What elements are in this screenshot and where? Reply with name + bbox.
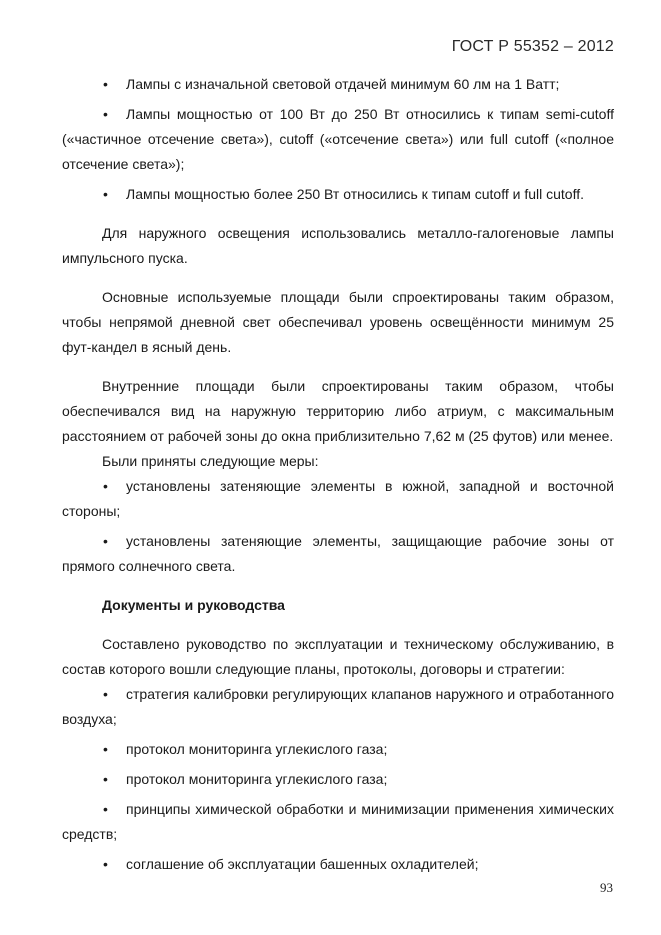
list-item-text: Лампы мощностью от 100 Вт до 250 Вт относились к типам semi-cutoff («частичное отсечение света»), cutoff («отсечение света») или full cutoff («полное отсечение света»); [62, 106, 614, 172]
list-item [62, 682, 614, 732]
section-heading: Документы и руководства [102, 597, 285, 613]
list-item [62, 737, 614, 762]
paragraph: Для наружного освещения использовались металло-галогеновые лампы импульсного пуска. [62, 225, 614, 266]
bullet-icon: • [103, 533, 108, 549]
document-header: ГОСТ Р 55352 – 2012 [451, 38, 614, 55]
list-item-text: протокол мониторинга углекислого газа; [126, 741, 388, 757]
bullet-icon: • [103, 856, 108, 872]
list-item-text: Лампы с изначальной световой отдачей минимум 60 лм на 1 Ватт; [126, 76, 560, 92]
page-number: 93 [600, 880, 613, 895]
list-item [62, 852, 614, 877]
list-item [62, 797, 614, 847]
paragraph: Были приняты следующие меры: [102, 453, 319, 469]
bullet-icon: • [103, 478, 108, 494]
bullet-icon: • [103, 771, 108, 787]
list-item [62, 474, 614, 524]
list-item [62, 102, 614, 177]
bullet-icon: • [103, 186, 108, 202]
document-body [62, 72, 614, 877]
list-item-text: соглашение об эксплуатации башенных охладителей; [126, 856, 479, 872]
bullet-icon: • [103, 741, 108, 757]
bullet-icon: • [103, 106, 108, 122]
paragraph: Внутренние площади были спроектированы таким образом, чтобы обеспечивался вид на наружную территорию либо атриум, с максимальным расстоянием от рабочей зоны до окна приблизительно 7,62 м (25 футов) или менее. [62, 378, 614, 444]
paragraph: Основные используемые площади были спроектированы таким образом, чтобы непрямой дневной свет обеспечивал уровень освещённости минимум 25 фут-кандел в ясный день. [62, 289, 614, 355]
list-item [62, 529, 614, 579]
list-item [62, 182, 614, 207]
bullet-icon: • [103, 76, 108, 92]
bullet-icon: • [103, 801, 108, 817]
list-item-text: стратегия калибровки регулирующих клапанов наружного и отработанного воздуха; [62, 686, 614, 727]
list-item [62, 72, 614, 97]
list-item-text: установлены затеняющие элементы в южной, западной и восточной стороны; [62, 478, 614, 519]
list-item-text: установлены затеняющие элементы, защищающие рабочие зоны от прямого солнечного света. [62, 533, 614, 574]
list-item-text: принципы химической обработки и минимизации применения химических средств; [62, 801, 614, 842]
paragraph: Составлено руководство по эксплуатации и техническому обслуживанию, в состав которого вошли следующие планы, протоколы, договоры и стратегии: [62, 636, 614, 677]
list-item [62, 767, 614, 792]
list-item-text: Лампы мощностью более 250 Вт относились к типам cutoff и full cutoff. [126, 186, 585, 202]
list-item-text: протокол мониторинга углекислого газа; [126, 771, 388, 787]
bullet-icon: • [103, 686, 108, 702]
